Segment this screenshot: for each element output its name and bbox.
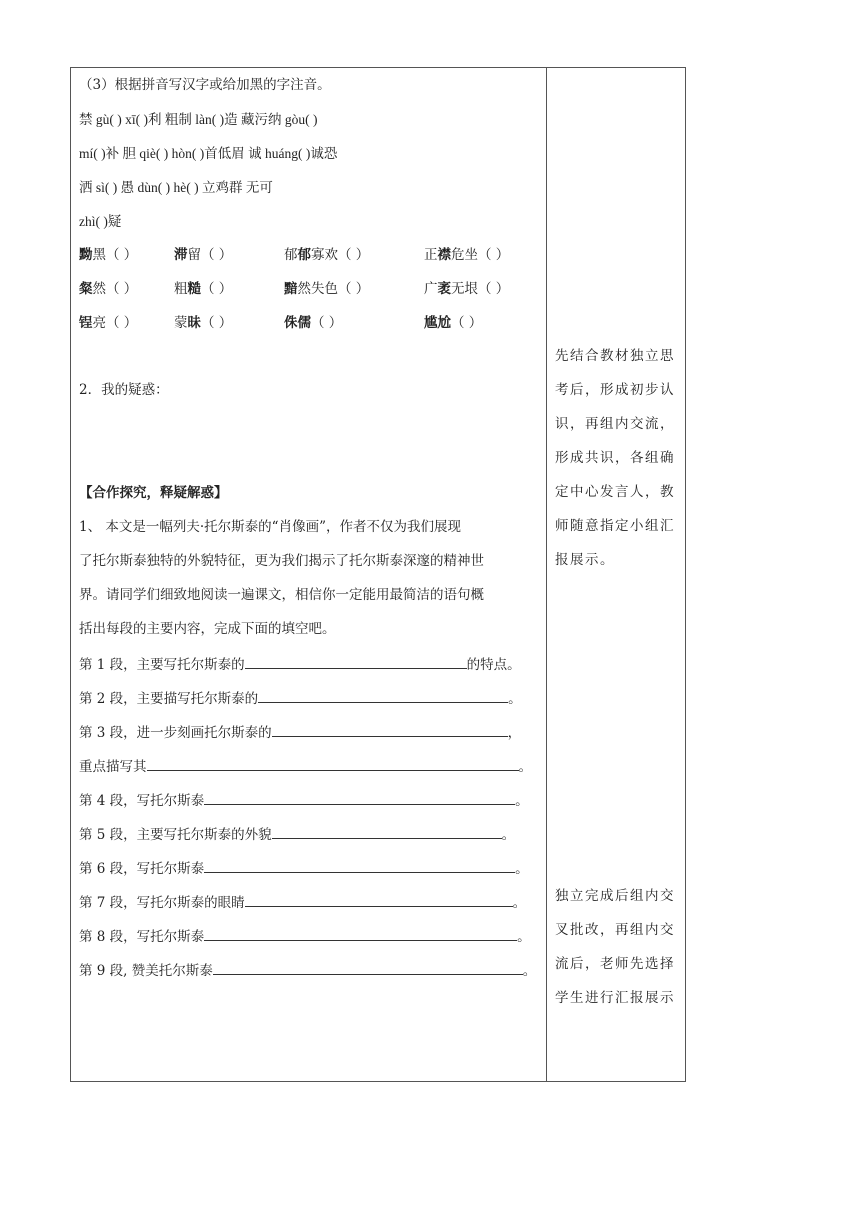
teaching-note bbox=[555, 879, 683, 1015]
note-line: 叉批改，再组内交 bbox=[555, 922, 675, 938]
fill-item: 第 5 段，主要写托尔斯泰的外貌 。 bbox=[79, 824, 515, 844]
answer-blank[interactable] bbox=[245, 654, 467, 669]
zhuyin-item: 黯然失色（ ） bbox=[284, 281, 370, 297]
question-text: 界。请同学们细致地阅读一遍课文，相信你一定能用最简洁的语句概 bbox=[79, 587, 484, 603]
note-line: 先结合教材独立思 bbox=[555, 348, 675, 364]
note-line: 形成共识，各组确 bbox=[555, 450, 675, 466]
fill-item: 第 2 段，主要描写托尔斯泰的 。 bbox=[79, 688, 522, 708]
fill-item: 第 1 段，主要写托尔斯泰的 的特点。 bbox=[79, 654, 521, 674]
zhuyin-item: 蒙昧（ ） bbox=[174, 315, 233, 331]
column-divider bbox=[546, 67, 547, 1082]
zhuyin-item: 正襟危坐（ ） bbox=[424, 247, 510, 263]
question-text: 括出每段的主要内容，完成下面的填空吧。 bbox=[79, 621, 336, 637]
zhuyin-item: 广袤无垠（ ） bbox=[424, 281, 510, 297]
answer-blank[interactable] bbox=[204, 858, 515, 873]
answer-blank[interactable] bbox=[213, 960, 523, 975]
fill-item: 第 7 段，写托尔斯泰的眼睛 。 bbox=[79, 892, 526, 912]
pinyin-row: 洒 sì( ) 愚 dùn( ) hè( ) 立鸡群 无可 bbox=[79, 180, 273, 195]
note-line: 独立完成后组内交 bbox=[555, 888, 675, 904]
note-line: 流后，老师先选择 bbox=[555, 956, 675, 972]
section-title: 【合作探究，释疑解惑】 bbox=[79, 485, 228, 501]
pinyin-row: 禁 gù( ) xī( )利 粗制 làn( )造 藏污纳 gòu( ) bbox=[79, 112, 318, 127]
note-line: 识，再组内交流， bbox=[555, 416, 675, 432]
teaching-note bbox=[555, 339, 683, 577]
fill-item: 第 8 段，写托尔斯泰 。 bbox=[79, 926, 531, 946]
answer-blank[interactable] bbox=[204, 790, 515, 805]
answer-blank[interactable] bbox=[204, 926, 517, 941]
pinyin-row: zhì( )疑 bbox=[79, 214, 122, 229]
answer-blank[interactable] bbox=[272, 824, 502, 839]
question-text: 1、 本文是一幅列夫·托尔斯泰的“肖像画”，作者不仅为我们展现 bbox=[79, 519, 461, 535]
fill-item: 第 3 段，进一步刻画托尔斯泰的 ， bbox=[79, 722, 521, 742]
fill-item: 重点描写其 。 bbox=[79, 756, 532, 776]
zhuyin-item: 粲然（ ） bbox=[79, 281, 138, 297]
answer-blank[interactable] bbox=[147, 756, 519, 771]
zhuyin-item: 尴尬（ ） bbox=[424, 315, 483, 331]
answer-blank[interactable] bbox=[272, 722, 508, 737]
zhuyin-item: 郁郁寡欢（ ） bbox=[284, 247, 370, 263]
zhuyin-item: 侏儒（ ） bbox=[284, 315, 343, 331]
note-line: 考后，形成初步认 bbox=[555, 382, 675, 398]
note-line: 师随意指定小组汇 bbox=[555, 518, 675, 534]
fill-item: 第 9 段, 赞美托尔斯泰 。 bbox=[79, 960, 536, 980]
fill-item: 第 6 段，写托尔斯泰 。 bbox=[79, 858, 529, 878]
task3-heading: （3）根据拼音写汉字或给加黑的字注音。 bbox=[79, 77, 331, 93]
pinyin-row: mí( )补 胆 qiè( ) hòn( )首低眉 诚 huáng( )诚恐 bbox=[79, 146, 338, 161]
zhuyin-item: 粗糙（ ） bbox=[174, 281, 233, 297]
zhuyin-item: 滞留（ ） bbox=[174, 247, 233, 263]
note-line: 定中心发言人，教 bbox=[555, 484, 675, 500]
zhuyin-item: 黝黑（ ） bbox=[79, 247, 138, 263]
answer-blank[interactable] bbox=[258, 688, 508, 703]
note-line: 报展示。 bbox=[555, 552, 615, 568]
note-line: 学生进行汇报展示 bbox=[555, 990, 675, 1006]
doubts-label: 2．我的疑惑： bbox=[79, 382, 169, 398]
fill-item: 第 4 段，写托尔斯泰 。 bbox=[79, 790, 529, 810]
answer-blank[interactable] bbox=[245, 892, 513, 907]
zhuyin-item: 锃亮（ ） bbox=[79, 315, 138, 331]
question-text: 了托尔斯泰独特的外貌特征，更为我们揭示了托尔斯泰深邃的精神世 bbox=[79, 553, 484, 569]
